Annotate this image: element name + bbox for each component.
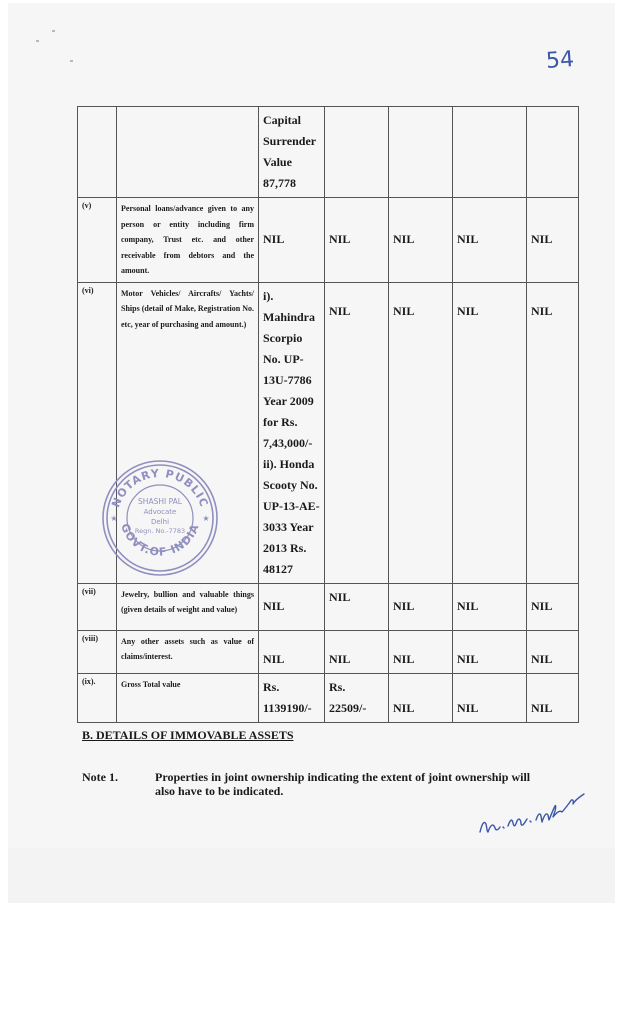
value-col-2 [325, 107, 389, 198]
row-description: Any other assets such as value of claims/interest. [117, 630, 259, 673]
row-number: (viii) [78, 630, 117, 673]
value-self: i). Mahindra Scorpio No. UP-13U-7786 Year 2009 for Rs. 7,43,000/- ii). Honda Scooty No. UP-13-AE-3033 Year 2013 Rs. 48127 [259, 282, 325, 583]
stamp-title: Advocate [143, 508, 177, 516]
stamp-name: SHASHI PAL [138, 497, 182, 506]
row-number [78, 107, 117, 198]
stamp-star-icon: ★ [202, 514, 210, 523]
value-col-2: Rs. 22509/- [325, 673, 389, 722]
value-col-4: NIL [453, 630, 527, 673]
value-col-5: NIL [527, 583, 579, 630]
value-col-2: NIL [325, 282, 389, 583]
value-self: Rs. 1139190/- [259, 673, 325, 722]
stamp-bottom-text: GOVT.OF INDIA [118, 521, 202, 559]
value-col-2: NIL [325, 630, 389, 673]
stamp-star-icon: ★ [110, 514, 118, 523]
value-self: NIL [259, 630, 325, 673]
row-description [117, 107, 259, 198]
value-col-5: NIL [527, 198, 579, 283]
row-number: (vii) [78, 583, 117, 630]
value-col-3: NIL [389, 198, 453, 283]
row-description: Jewelry, bullion and valuable things (given details of weight and value) [117, 583, 259, 630]
value-col-4: NIL [453, 673, 527, 722]
movable-assets-table [77, 106, 579, 723]
table-row [78, 198, 579, 283]
page-number: 54 [545, 47, 575, 74]
page-shadow [8, 848, 615, 903]
scan-speck [52, 30, 55, 32]
value-col-2: NIL [325, 198, 389, 283]
table-row [78, 673, 579, 722]
stamp-top-text: NOTARY PUBLIC [109, 466, 211, 510]
row-description: Gross Total value [117, 673, 259, 722]
row-description: Personal loans/advance given to any person or entity including firm company, Trust etc. and other receivable from debtors and the amount. [117, 198, 259, 283]
section-title: B. DETAILS OF IMMOVABLE ASSETS [82, 728, 294, 742]
value-col-3: NIL [389, 630, 453, 673]
scan-speck [36, 40, 39, 42]
value-col-4: NIL [453, 282, 527, 583]
value-col-3 [389, 107, 453, 198]
value-self: NIL [259, 583, 325, 630]
value-col-4: NIL [453, 198, 527, 283]
row-number: (v) [78, 198, 117, 283]
stamp-regn: Regn. No.-7783 [134, 527, 186, 535]
value-col-4 [453, 107, 527, 198]
note-text: Properties in joint ownership indicating the extent of joint ownership will also have to be indicated. [155, 770, 531, 798]
table-row [78, 282, 579, 583]
handwritten-signature [474, 780, 594, 838]
table-row [78, 583, 579, 630]
note-label: Note 1. [82, 770, 118, 784]
table-row [78, 630, 579, 673]
value-col-5: NIL [527, 630, 579, 673]
value-col-2: NIL [325, 583, 389, 630]
value-col-3: NIL [389, 583, 453, 630]
scan-speck [70, 60, 73, 62]
row-number: (ix). [78, 673, 117, 722]
value-self: NIL [259, 198, 325, 283]
row-description: Motor Vehicles/ Aircrafts/ Yachts/ Ships (detail of Make, Registration No. etc, year of purchasing and amount.) [117, 282, 259, 583]
value-col-3: NIL [389, 282, 453, 583]
row-number: (vi) [78, 282, 117, 583]
value-self: Capital Surrender Value 87,778 [259, 107, 325, 198]
value-col-5 [527, 107, 579, 198]
stamp-city: Delhi [150, 518, 170, 526]
value-col-5: NIL [527, 673, 579, 722]
value-col-3: NIL [389, 673, 453, 722]
value-col-5: NIL [527, 282, 579, 583]
table-row [78, 107, 579, 198]
value-col-4: NIL [453, 583, 527, 630]
